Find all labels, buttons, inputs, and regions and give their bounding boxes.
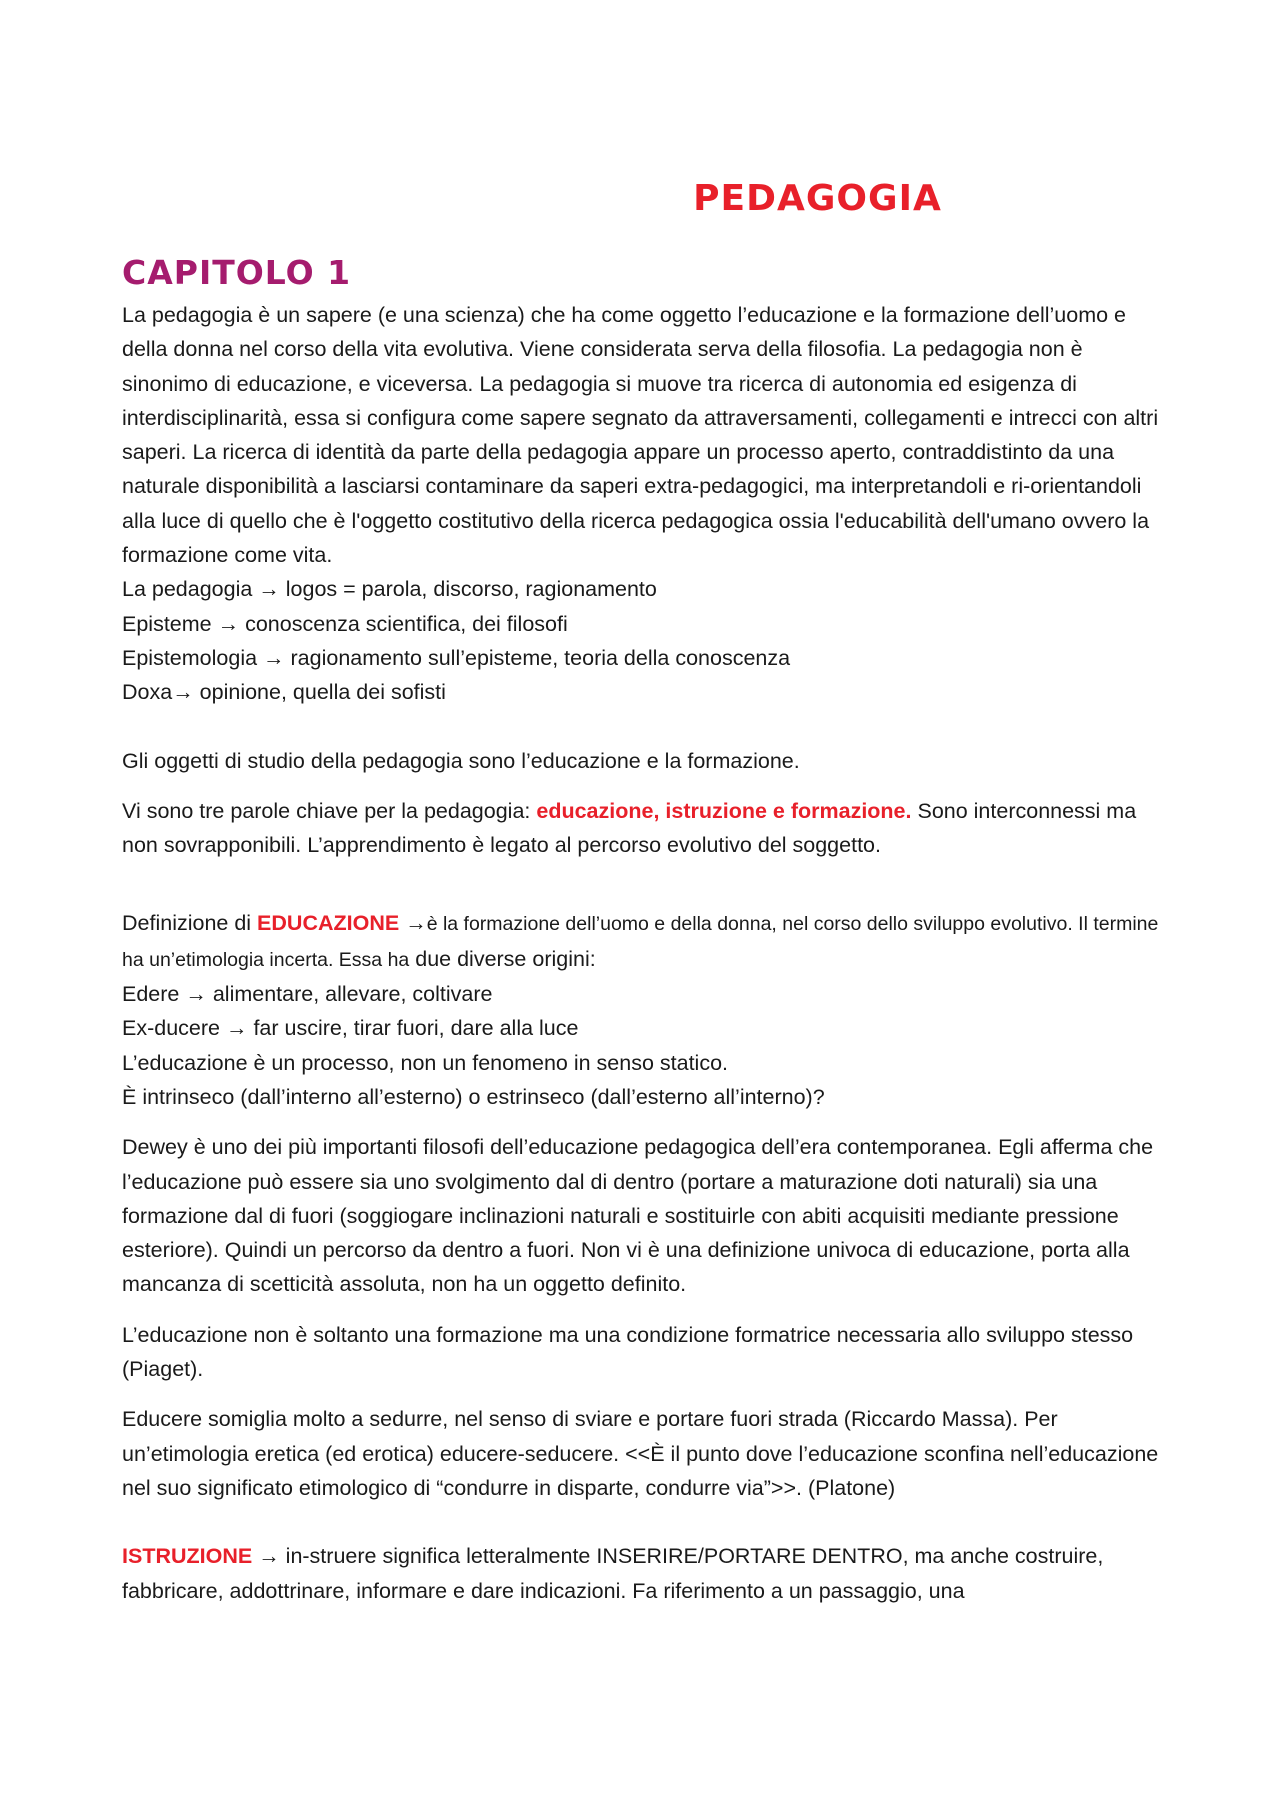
arrow-icon: → (225, 1016, 248, 1041)
keywords-paragraph: Vi sono tre parole chiave per la pedagogia: educazione, istruzione e formazione. Sono interconnessi ma non sovrapponibili. L’apprendimento è legato al percorso evolutivo del soggetto. (122, 798, 1137, 858)
term-line (122, 641, 1172, 675)
term: Doxa (122, 680, 173, 705)
arrow-icon: → (258, 577, 280, 602)
keywords-highlight: educazione, istruzione e formazione. (536, 798, 912, 823)
document-body (122, 298, 1172, 1608)
educazione-definition: Definizione di EDUCAZIONE →è la formazione dell’uomo e della donna, nel corso dello sviluppo evolutivo. Il termine ha un’etimologia incerta. Essa ha due diverse origini: (122, 911, 1159, 971)
istruzione-paragraph: ISTRUZIONE → in-struere significa letteralmente INSERIRE/PORTARE DENTRO, ma anche costruire, fabbricare, addottrinare, informare e dare indicazioni. Fa riferimento a un passaggio, una (122, 1544, 1104, 1603)
term: Episteme (122, 611, 218, 636)
dewey-paragraph: Dewey è uno dei più importanti filosofi dell’educazione pedagogica dell’era contemporanea. Egli afferma che l’educazione può essere sia uno svolgimento dal di dentro (portare a maturazione doti naturali) sia una formazione dal di fuori (soggiogare inclinazioni naturali e sostituirle con abiti acquisiti mediante pressione esteriore). Quindi un percorso da dentro a fuori. Non vi è una definizione univoca di educazione, porta alla mancanza di scetticità assoluta, non ha un oggetto definito. (122, 1135, 1154, 1297)
istruzione-keyword: ISTRUZIONE (122, 1544, 253, 1569)
term: Epistemologia (122, 645, 264, 670)
arrow-icon: → (172, 680, 194, 705)
term-meaning: logos = parola, discorso, ragionamento (279, 577, 657, 602)
objects-sentence: Gli oggetti di studio della pedagogia sono l’educazione e la formazione. (122, 748, 800, 773)
origin-line: Edere → alimentare, allevare, coltivare (122, 982, 493, 1007)
arrow-icon: → (185, 982, 207, 1007)
term-meaning: opinione, quella dei sofisti (193, 680, 446, 705)
piaget-paragraph: L’educazione non è soltanto una formazione ma una condizione formatrice necessaria allo sviluppo stesso (Piaget). (122, 1322, 1134, 1382)
arrow-icon: → (405, 911, 427, 936)
origin-line: Ex-ducere → far uscire, tirar fuori, dare alla luce (122, 1016, 579, 1041)
term-line (122, 675, 1172, 709)
intro-paragraph: La pedagogia è un sapere (e una scienza) che ha come oggetto l’educazione e la formazione dell’uomo e della donna nel corso della vita evolutiva. Viene considerata serva della filosofia. La pedagogia non è sinonimo di educazione, e viceversa. La pedagogia si muove tra ricerca di autonomia ed esigenza di interdisciplinarità, essa si configura come sapere segnato da attraversamenti, collegamenti e intrecci con altri saperi. La ricerca di identità da parte della pedagogia appare un processo aperto, contraddistinto da una naturale disponibilità a lasciarsi contaminare da saperi extra-pedagogici, ma interpretandoli e ri-orientandoli alla luce di quello che è l'oggetto costitutivo della ricerca pedagogica ossia l'educabilità dell'umano ovvero la formazione come vita. (122, 303, 1159, 568)
educazione-keyword: EDUCAZIONE (257, 911, 400, 936)
chapter-heading: CAPITOLO 1 (122, 253, 352, 292)
term: La pedagogia (122, 577, 259, 602)
question-line: È intrinseco (dall’interno all’esterno) o estrinseco (dall’esterno all’interno)? (122, 1084, 825, 1109)
term-line (122, 607, 1172, 641)
term-meaning: ragionamento sull’episteme, teoria della conoscenza (284, 645, 791, 670)
massa-paragraph: Educere somiglia molto a sedurre, nel senso di sviare e portare fuori strada (Riccardo Massa). Per un’etimologia eretica (ed erotica) educere-seducere. <<È il punto dove l’educazione sconfina nell’educazione nel suo significato etimologico di “condurre in disparte, condurre via”>>. (Platone) (122, 1407, 1159, 1500)
term-meaning: conoscenza scientifica, dei filosofi (239, 611, 568, 636)
process-line: L’educazione è un processo, non un fenomeno in senso statico. (122, 1050, 728, 1075)
arrow-icon: → (258, 1544, 280, 1569)
arrow-icon: → (217, 611, 240, 636)
document-title: PEDAGOGIA (693, 178, 942, 219)
term-line (122, 572, 1172, 606)
arrow-icon: → (263, 645, 285, 670)
